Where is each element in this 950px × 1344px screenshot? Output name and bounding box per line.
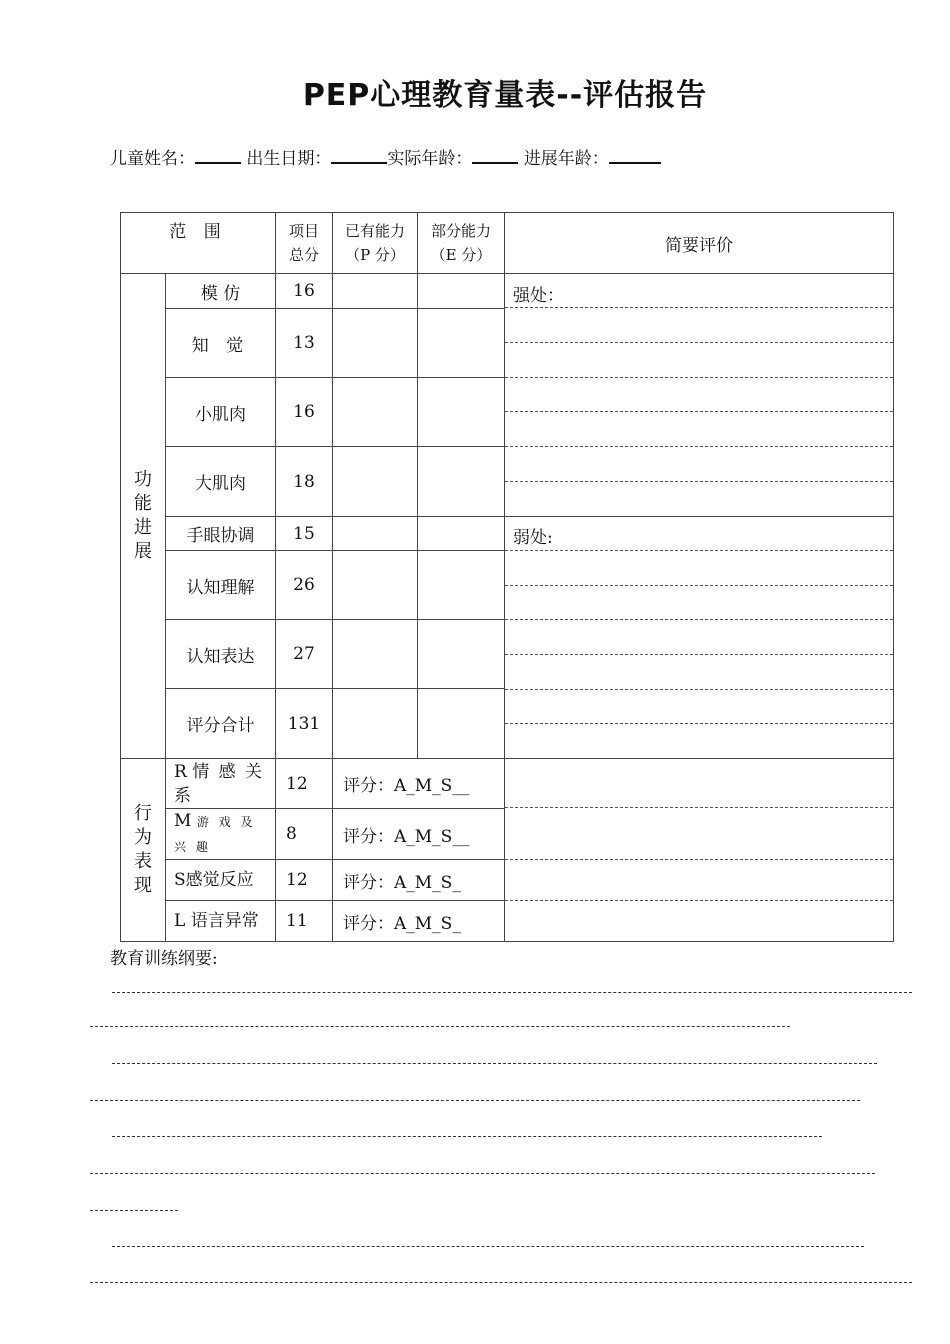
p-score-cell[interactable]: [333, 447, 418, 517]
name-label: 儿童姓名：: [110, 149, 195, 169]
e-score-cell[interactable]: [418, 447, 505, 517]
row-name: 模 仿: [166, 274, 276, 309]
p-score-cell[interactable]: [333, 620, 418, 689]
training-outline-label: 教育训练纲要:: [110, 949, 218, 969]
score-cell[interactable]: 评分：A_M_S__: [333, 809, 505, 860]
e-score-cell[interactable]: [418, 551, 505, 620]
outline-line[interactable]: [90, 1100, 860, 1101]
birth-blank[interactable]: [331, 146, 387, 164]
p-score-cell[interactable]: [333, 551, 418, 620]
p-score-cell[interactable]: [333, 378, 418, 447]
e-score-cell[interactable]: [418, 274, 505, 309]
row-name: S感觉反应: [166, 860, 276, 901]
row-total: 18: [276, 447, 333, 517]
behavior-group-cell: 行为表现: [121, 759, 166, 942]
name-blank[interactable]: [195, 146, 241, 164]
e-score-cell[interactable]: [418, 689, 505, 759]
row-total: 12: [276, 759, 333, 809]
row-total: 26: [276, 551, 333, 620]
row-name: 手眼协调: [166, 517, 276, 551]
row-total: 131: [276, 689, 333, 759]
header-e-score: 部分能力 （E 分）: [418, 213, 505, 274]
outline-line[interactable]: [112, 1063, 877, 1064]
row-total: 16: [276, 274, 333, 309]
table-row: [121, 759, 894, 809]
outline-line[interactable]: [112, 992, 912, 993]
strength-eval-cell[interactable]: [505, 274, 894, 517]
table-row: [121, 517, 894, 551]
p-score-cell[interactable]: [333, 274, 418, 309]
row-name: 认知理解: [166, 551, 276, 620]
score-cell[interactable]: 评分：A_M_S_: [333, 901, 505, 942]
table-row: [121, 274, 894, 309]
page-title: PEP心理教育量表--评估报告: [302, 78, 708, 113]
age-label: 实际年龄：: [387, 149, 473, 169]
weakness-label: 弱处:: [513, 528, 553, 548]
e-score-cell[interactable]: [418, 517, 505, 551]
row-name: M 游 戏 及 兴 趣: [166, 809, 276, 860]
assessment-table: [120, 212, 894, 942]
row-total: 13: [276, 309, 333, 378]
row-name: 认知表达: [166, 620, 276, 689]
row-total: 11: [276, 901, 333, 942]
header-eval: 简要评价: [505, 213, 894, 274]
outline-line[interactable]: [90, 1173, 875, 1174]
row-name: 大肌肉: [166, 447, 276, 517]
row-name: L 语言异常: [166, 901, 276, 942]
outline-line[interactable]: [112, 1136, 822, 1137]
table-header-row: [121, 213, 894, 274]
p-score-cell[interactable]: [333, 689, 418, 759]
outline-line[interactable]: [90, 1282, 912, 1283]
behavior-eval-cell[interactable]: [505, 759, 894, 942]
child-info-line: [110, 144, 661, 169]
row-name: 评分合计: [166, 689, 276, 759]
birth-label: 出生日期：: [246, 149, 332, 169]
weakness-eval-cell[interactable]: [505, 517, 894, 759]
dev-age-label: 进展年龄：: [523, 149, 609, 169]
e-score-cell[interactable]: [418, 309, 505, 378]
header-p-score: 已有能力 （P 分）: [333, 213, 418, 274]
header-total: 项目 总分: [276, 213, 333, 274]
outline-line[interactable]: [90, 1210, 178, 1211]
score-cell[interactable]: 评分：A_M_S_: [333, 860, 505, 901]
row-total: 8: [276, 809, 333, 860]
row-name: R 情 感 关 系: [166, 759, 276, 809]
function-group-cell: 功能进展: [121, 274, 166, 759]
p-score-cell[interactable]: [333, 309, 418, 378]
row-total: 15: [276, 517, 333, 551]
p-score-cell[interactable]: [333, 517, 418, 551]
row-name: 小肌肉: [166, 378, 276, 447]
e-score-cell[interactable]: [418, 620, 505, 689]
age-blank[interactable]: [472, 146, 518, 164]
score-cell[interactable]: 评分：A_M_S__: [333, 759, 505, 809]
outline-line[interactable]: [112, 1246, 864, 1247]
row-name: 知 觉: [166, 309, 276, 378]
row-total: 16: [276, 378, 333, 447]
dev-age-blank[interactable]: [609, 146, 661, 164]
row-total: 12: [276, 860, 333, 901]
strength-label: 强处：: [513, 286, 564, 306]
header-range: 范 围: [121, 213, 276, 274]
outline-line[interactable]: [90, 1026, 790, 1027]
e-score-cell[interactable]: [418, 378, 505, 447]
row-total: 27: [276, 620, 333, 689]
